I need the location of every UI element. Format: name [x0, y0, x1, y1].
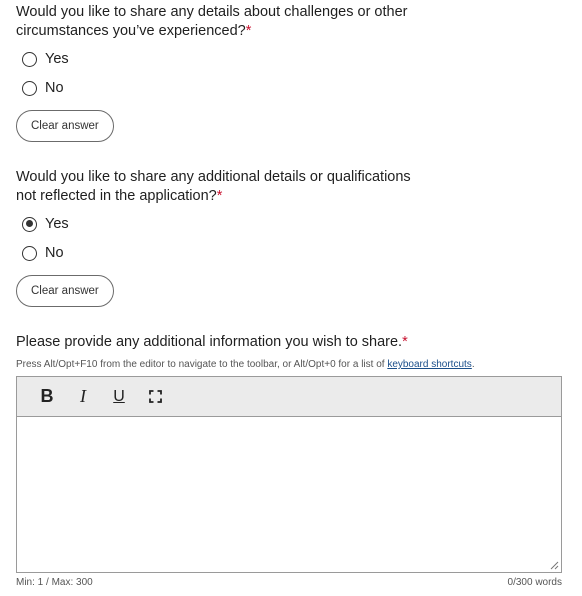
required-mark: *	[216, 188, 223, 204]
editor-text-area[interactable]	[17, 417, 561, 571]
editor-hint	[16, 359, 576, 370]
q2-option-yes-label: Yes	[45, 216, 69, 232]
question-2-text	[16, 168, 416, 206]
question-3-text	[16, 333, 516, 352]
radio-circle[interactable]	[22, 52, 37, 67]
radio-circle[interactable]	[22, 246, 37, 261]
question-2-label: Would you like to share any additional details or qualifications not reflected in the application?	[16, 169, 411, 204]
word-limit-text: Min: 1 / Max: 300	[16, 577, 93, 588]
q2-option-no[interactable]	[22, 242, 64, 264]
bold-button[interactable]: B	[40, 386, 54, 406]
q1-option-yes[interactable]	[22, 48, 69, 70]
editor-toolbar	[17, 377, 561, 417]
question-1-label: Would you like to share any details about challenges or other circumstances you’ve experienced?	[16, 4, 408, 39]
question-3-label: Please provide any additional information you wish to share.	[16, 334, 403, 350]
italic-button[interactable]: I	[80, 386, 86, 406]
editor-hint-text: Press Alt/Opt+F10 from the editor to navigate to the toolbar, or Alt/Opt+0 for a list of	[16, 359, 388, 370]
fullscreen-icon	[149, 390, 162, 403]
radio-circle[interactable]	[22, 81, 37, 96]
word-count: 0/300 words	[507, 577, 562, 588]
keyboard-shortcuts-link[interactable]: keyboard shortcuts	[387, 359, 472, 370]
q2-clear-answer-button[interactable]: Clear answer	[16, 275, 114, 307]
radio-circle-selected[interactable]	[22, 217, 37, 232]
q1-option-no-label: No	[45, 80, 64, 96]
q2-option-yes[interactable]	[22, 213, 69, 235]
resize-handle-icon[interactable]	[550, 561, 559, 570]
underline-button[interactable]: U	[113, 387, 125, 405]
q1-option-yes-label: Yes	[45, 51, 69, 67]
required-mark: *	[245, 23, 252, 39]
question-1-text	[16, 3, 436, 41]
editor-hint-suffix: .	[471, 359, 475, 370]
q1-option-no[interactable]	[22, 77, 64, 99]
q1-clear-answer-button[interactable]: Clear answer	[16, 110, 114, 142]
rich-text-editor	[16, 376, 562, 573]
fullscreen-button[interactable]	[137, 383, 173, 411]
q2-option-no-label: No	[45, 245, 64, 261]
required-mark: *	[402, 334, 408, 350]
